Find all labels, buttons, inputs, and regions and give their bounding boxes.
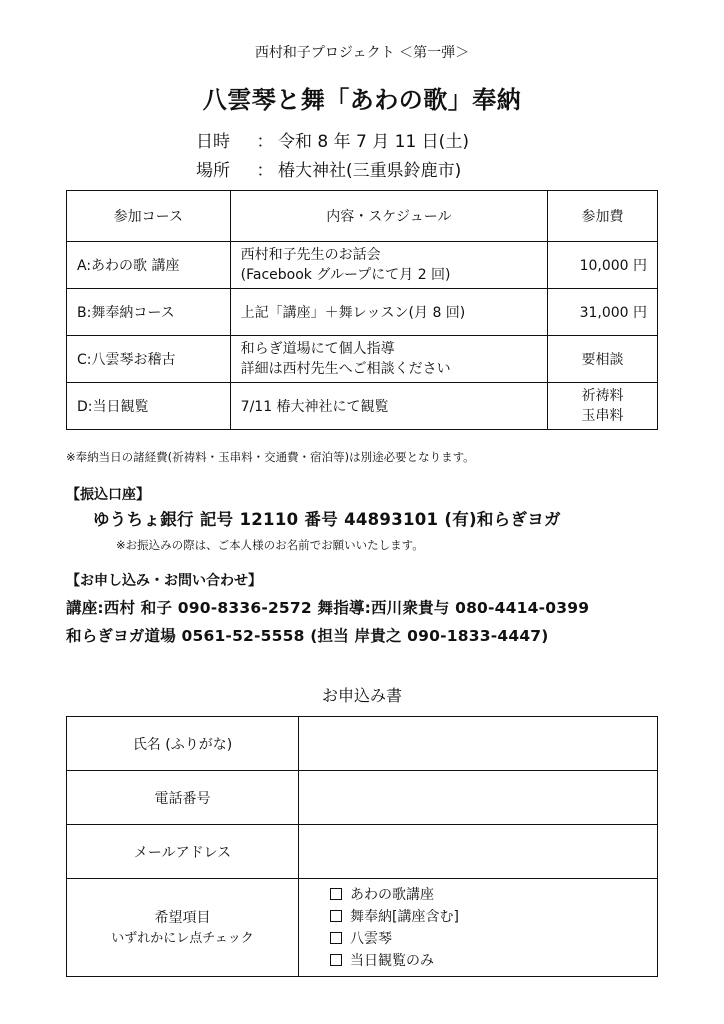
date-row (196, 127, 469, 152)
option-label: 舞奉納[講座含む] (350, 908, 459, 925)
course-fee: 10,000 円 (548, 242, 658, 289)
course-table-header (67, 191, 658, 242)
course-content (230, 242, 547, 289)
content-line: 和らぎ道場にて個人指導 (240, 341, 395, 357)
contact-heading: 【お申し込み・お問い合わせ】 (66, 573, 262, 589)
series-subtitle: 西村和子プロジェクト ＜第一弾＞ (254, 45, 470, 61)
option-label: あわの歌講座 (350, 886, 434, 903)
table-row (67, 242, 658, 289)
date-label: 日時 (196, 132, 230, 152)
course-fee: 31,000 円 (548, 289, 658, 336)
choice-options (299, 879, 658, 977)
email-label: メールアドレス (67, 825, 299, 879)
place-value: 椿大神社(三重県鈴鹿市) (278, 161, 462, 181)
content-line: 西村和子先生のお話会 (240, 247, 381, 263)
course-name: B:舞奉納コース (67, 289, 231, 336)
application-form (66, 716, 658, 977)
bank-note: ※お振込みの際は、ご本人様のお名前でお願いいたします。 (116, 538, 424, 552)
table-row (67, 383, 658, 430)
option-mai[interactable] (300, 906, 656, 928)
course-name: D:当日観覧 (67, 383, 231, 430)
form-row-choice (67, 879, 658, 977)
place-separator: ： (256, 161, 274, 181)
course-fee: 要相談 (548, 336, 658, 383)
option-yakumo[interactable] (300, 928, 656, 950)
content-line: (Facebook グループにて月 2 回) (240, 267, 451, 283)
option-label: 当日観覧のみ (350, 952, 434, 969)
fee-line: 玉串料 (581, 408, 624, 424)
contact-line-2: 和らぎヨガ道場 0561-52-5558 (担当 岸貴之 090-1833-4447) (66, 627, 549, 645)
course-table (66, 190, 658, 430)
course-name: C:八雲琴お稽古 (67, 336, 231, 383)
phone-field[interactable] (299, 771, 658, 825)
contact-line-1: 講座:西村 和子 090-8336-2572 舞指導:西川衆貴与 080-4414-0399 (66, 599, 590, 617)
place-row (196, 156, 461, 181)
email-field[interactable] (299, 825, 658, 879)
expense-note: ※奉納当日の諸経費(祈祷料・玉串料・交通費・宿泊等)は別途必要となります。 (66, 450, 475, 464)
checkbox-icon[interactable] (330, 954, 342, 966)
place-label: 場所 (196, 161, 230, 181)
course-name: A:あわの歌 講座 (67, 242, 231, 289)
page-title: 八雲琴と舞「あわの歌」奉納 (202, 86, 522, 114)
choice-hint: いずれかにレ点チェック (111, 930, 254, 946)
choice-label-cell (67, 879, 299, 977)
content-line: 詳細は西村先生へご相談ください (240, 361, 451, 377)
fee-line: 祈祷料 (581, 388, 624, 404)
name-label: 氏名 (ふりがな) (67, 717, 299, 771)
header-content: 内容・スケジュール (230, 191, 547, 242)
bank-heading: 【振込口座】 (66, 487, 150, 503)
bank-account: ゆうちょ銀行 記号 12110 番号 44893101 (有)和らぎヨガ (93, 510, 561, 529)
name-field[interactable] (299, 717, 658, 771)
course-content: 7/11 椿大神社にて観覧 (230, 383, 547, 430)
option-label: 八雲琴 (350, 930, 392, 947)
phone-label: 電話番号 (67, 771, 299, 825)
form-row-email (67, 825, 658, 879)
header-fee: 参加費 (548, 191, 658, 242)
course-content (230, 336, 547, 383)
checkbox-icon[interactable] (330, 888, 342, 900)
date-separator: ： (256, 132, 274, 152)
table-row (67, 336, 658, 383)
form-title: お申込み書 (321, 686, 402, 705)
form-row-name (67, 717, 658, 771)
checkbox-icon[interactable] (330, 932, 342, 944)
form-row-phone (67, 771, 658, 825)
header-course: 参加コース (67, 191, 231, 242)
table-row (67, 289, 658, 336)
option-awa[interactable] (300, 884, 656, 906)
choice-label: 希望項目 (154, 909, 211, 926)
course-content: 上記「講座」＋舞レッスン(月 8 回) (230, 289, 547, 336)
date-value: 令和 8 年 7 月 11 日(土) (278, 132, 469, 152)
checkbox-icon[interactable] (330, 910, 342, 922)
course-fee (548, 383, 658, 430)
option-view[interactable] (300, 950, 656, 972)
